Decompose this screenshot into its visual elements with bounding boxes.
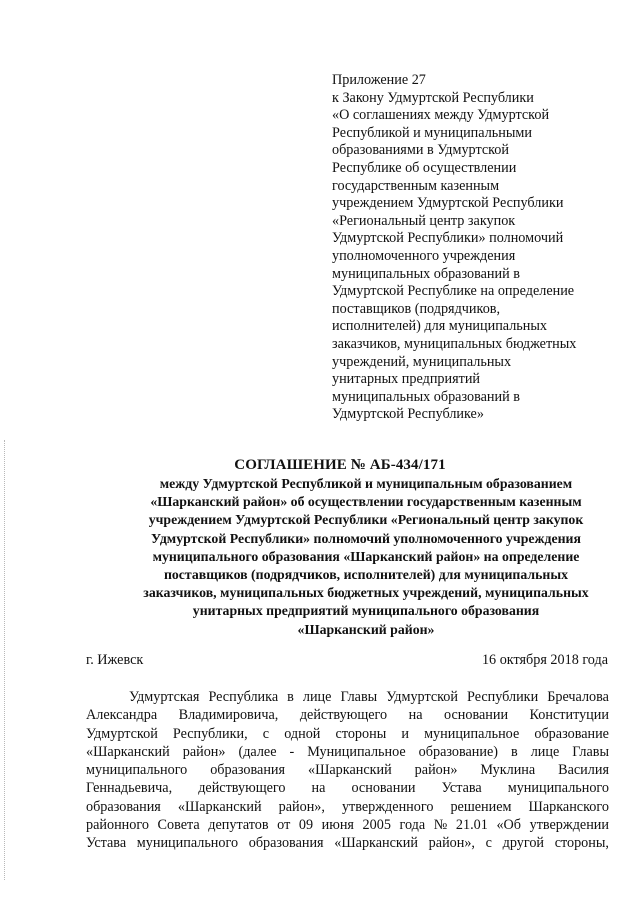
- body-word: район»: [182, 743, 226, 760]
- body-word: Удмуртской: [386, 689, 458, 705]
- body-word: утвержденного: [341, 798, 434, 815]
- body-word: «Шарканский: [177, 798, 262, 815]
- body-word: образования: [248, 835, 324, 852]
- body-word: «Шарканский: [307, 762, 392, 779]
- body-word: -: [289, 743, 295, 760]
- body-word: Главы: [340, 689, 378, 705]
- body-word: лице: [302, 689, 332, 705]
- body-line: [86, 834, 609, 852]
- body-word: муниципального: [86, 762, 188, 779]
- body-word: на: [311, 780, 326, 797]
- body-word: Устава: [86, 835, 127, 852]
- body-line: [86, 798, 609, 816]
- body-word: «Об: [496, 817, 521, 834]
- body-word: основании: [351, 780, 416, 797]
- body-word: образование: [534, 725, 609, 742]
- body-word: Геннадьевича,: [86, 780, 173, 797]
- appendix-line: учреждений, муниципальных: [332, 353, 512, 370]
- body-word: в: [511, 743, 518, 760]
- body-word: Удмуртская: [129, 689, 200, 705]
- body-word: Конституции: [529, 707, 609, 724]
- body-word: Бречалова: [547, 689, 609, 705]
- agreement-subtitle: [86, 475, 640, 639]
- body-word: муниципальное: [424, 725, 520, 742]
- appendix-line: заказчиков, муниципальных бюджетных: [332, 335, 577, 352]
- body-word: утверждении: [529, 817, 609, 834]
- appendix-line: Удмуртской Республике»: [332, 406, 484, 423]
- body-word: образование): [418, 743, 499, 760]
- body-word: Республики: [467, 689, 539, 705]
- appendix-line: образованиями в Удмуртской: [332, 142, 509, 159]
- appendix-line: унитарных предприятий: [332, 371, 481, 388]
- appendix-line: исполнителей) для муниципальных: [332, 318, 547, 335]
- subtitle-line: муниципального образования «Шарканский район» на определение: [152, 548, 580, 564]
- appendix-line: уполномоченного учреждения: [332, 247, 516, 264]
- body-word: Владимировича,: [178, 707, 279, 724]
- body-word: на: [408, 707, 423, 724]
- body-word: решением: [450, 798, 512, 815]
- body-word: Муклина: [480, 762, 536, 779]
- agreement-body: [86, 688, 609, 853]
- body-word: действующего: [299, 707, 388, 724]
- signing-place: г. Ижевск: [86, 652, 144, 668]
- subtitle-line: «Шарканский район»: [297, 621, 435, 637]
- body-word: районного: [86, 817, 149, 834]
- body-word: Республики,: [172, 725, 248, 742]
- body-word: в: [287, 689, 294, 705]
- subtitle-line: заказчиков, муниципальных бюджетных учреждений, муниципальных: [143, 585, 589, 601]
- body-word: Александра: [86, 707, 158, 724]
- body-line: [86, 706, 609, 724]
- body-line: [86, 761, 609, 779]
- body-line: [86, 816, 609, 834]
- body-word: район»,: [278, 798, 325, 815]
- body-word: с: [262, 725, 270, 742]
- body-word: муниципального: [507, 780, 609, 797]
- body-word: основании: [444, 707, 509, 724]
- body-word: образования: [86, 798, 161, 815]
- appendix-line: поставщиков (подрядчиков,: [332, 300, 501, 317]
- body-word: года: [399, 817, 426, 834]
- signing-date: 16 октября 2018 года: [481, 652, 608, 668]
- body-word: Удмуртской: [86, 725, 158, 742]
- appendix-line: к Закону Удмуртской Республики: [332, 89, 534, 106]
- body-word: район»: [414, 762, 458, 779]
- body-word: (далее: [238, 743, 277, 760]
- body-word: другой: [502, 835, 545, 852]
- body-word: Василия: [558, 762, 609, 779]
- body-word: стороны,: [554, 835, 609, 852]
- appendix-line: государственным казенным: [332, 177, 500, 194]
- appendix-line: муниципальных образований в: [332, 388, 520, 405]
- body-word: Республика: [208, 689, 279, 705]
- appendix-line: Республике об осуществлении: [332, 159, 517, 176]
- subtitle-line: «Шарканский район» об осуществлении государственным казенным: [150, 494, 582, 510]
- subtitle-line: унитарных предприятий муниципального образования: [192, 603, 540, 619]
- appendix-reference-block: [332, 72, 622, 424]
- body-word: депутатов: [208, 817, 269, 834]
- appendix-line: Приложение 27: [332, 72, 426, 88]
- body-word: от: [277, 817, 291, 834]
- body-word: Шарканского: [528, 798, 609, 815]
- appendix-line: Республикой и муниципальными: [332, 124, 532, 141]
- appendix-line: муниципальных образований в: [332, 265, 520, 282]
- body-word: 09: [298, 817, 314, 834]
- body-word: Устава: [441, 780, 482, 797]
- subtitle-line: учреждением Удмуртской Республики «Региональный центр закупок: [148, 512, 584, 528]
- body-word: Муниципальное: [307, 743, 406, 760]
- appendix-line: Удмуртской Республике на определение: [332, 283, 575, 300]
- body-line: [86, 779, 609, 797]
- body-word: «Шарканский: [86, 743, 170, 760]
- scan-margin-dots: [4, 440, 7, 880]
- subtitle-line: поставщиков (подрядчиков, исполнителей) для муниципальных: [163, 567, 569, 583]
- subtitle-line: между Удмуртской Республикой и муниципальным образованием: [159, 476, 573, 491]
- body-line: [86, 743, 609, 761]
- subtitle-line: Удмуртской Республики» полномочий уполномоченного учреждения: [151, 530, 581, 546]
- appendix-line: учреждением Удмуртской Республики: [332, 195, 564, 212]
- agreement-title: СОГЛАШЕНИЕ № АБ-434/171: [234, 457, 446, 473]
- body-word: 21.01: [455, 817, 488, 834]
- body-word: район»,: [428, 835, 475, 852]
- body-word: стороны: [335, 725, 387, 742]
- body-word: «Шарканский: [334, 835, 418, 852]
- body-word: с: [485, 835, 492, 852]
- body-word: Главы: [572, 743, 609, 760]
- body-word: одной: [284, 725, 321, 742]
- appendix-line: «О соглашениях между Удмуртской: [332, 107, 550, 124]
- body-word: лице: [530, 743, 560, 760]
- body-line: [86, 725, 609, 743]
- appendix-line: «Региональный центр закупок: [332, 212, 516, 229]
- body-word: образования: [210, 762, 286, 779]
- body-word: действующего: [198, 780, 286, 797]
- body-line: [86, 688, 609, 706]
- body-word: 2005: [362, 817, 391, 834]
- body-word: июня: [321, 817, 354, 834]
- body-word: Совета: [157, 817, 200, 834]
- body-word: и: [401, 725, 409, 742]
- appendix-line: Удмуртской Республики» полномочий: [332, 230, 564, 247]
- body-word: муниципального: [136, 835, 239, 852]
- body-word: №: [433, 817, 448, 834]
